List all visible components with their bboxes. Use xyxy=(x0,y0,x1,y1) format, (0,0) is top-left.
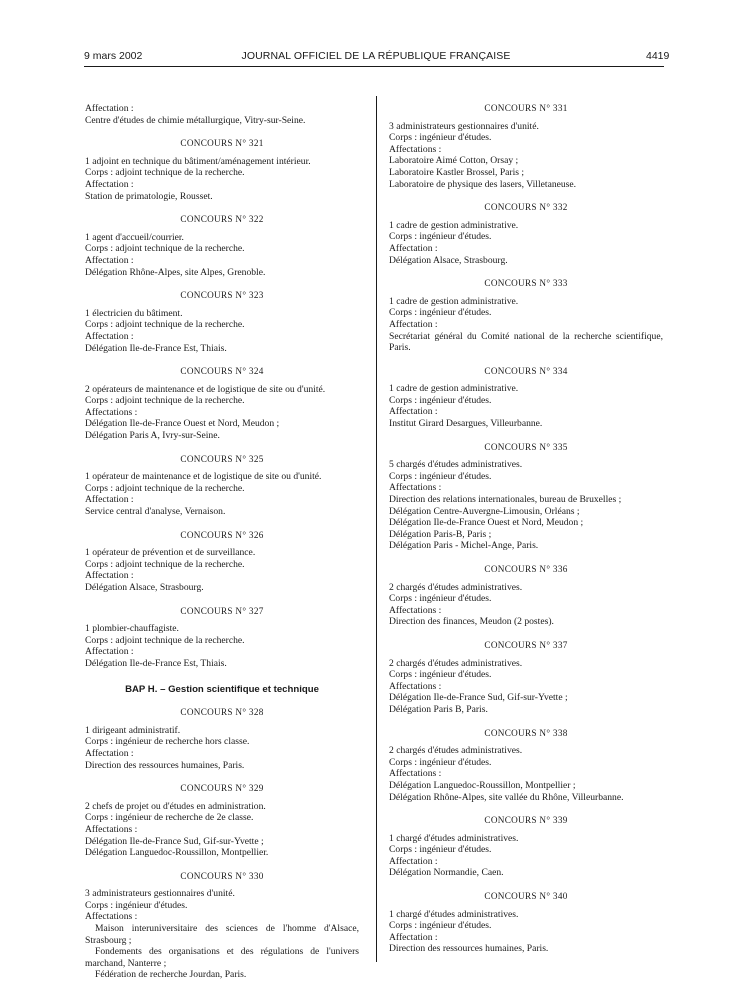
right-concours-group-a xyxy=(389,103,663,266)
text-paragraph: Fondements des organisations et des régulations de l'univers marchand, Nanterre ; xyxy=(85,946,359,969)
text-line: Délégation Paris B, Paris. xyxy=(389,703,488,715)
text-line: Direction des finances, Meudon (2 postes). xyxy=(389,616,554,628)
text-line: Affectation : xyxy=(85,330,134,342)
text-line: Corps : ingénieur d'études. xyxy=(389,920,492,932)
concours-title: CONCOURS N° 327 xyxy=(180,605,264,616)
concours-block xyxy=(389,366,663,430)
concours-block xyxy=(85,138,359,202)
header-rule xyxy=(84,66,664,67)
concours-block xyxy=(85,707,359,771)
text-line: 1 opérateur de maintenance et de logistique de site ou d'unité. xyxy=(85,471,322,483)
left-concours-group-b xyxy=(85,707,359,859)
text-line: Corps : ingénieur d'études. xyxy=(389,307,492,319)
text-line: 1 agent d'accueil/courrier. xyxy=(85,231,184,243)
section-heading: BAP H. – Gestion scientifique et technique xyxy=(125,683,319,695)
text-line: Délégation Paris-B, Paris ; xyxy=(389,528,492,540)
text-line: Fédération de recherche Jourdan, Paris. xyxy=(95,969,247,981)
text-line: 2 chargés d'études administratives. xyxy=(389,581,523,593)
concours-title: CONCOURS N° 326 xyxy=(180,529,264,540)
text-line: Corps : ingénieur d'études. xyxy=(85,899,188,911)
text-line: 3 administrateurs gestionnaires d'unité. xyxy=(389,120,539,132)
text-line: Délégation Rhône-Alpes, site vallée du Rhône, Villeurbanne. xyxy=(389,791,624,803)
text-line: Affectation : xyxy=(85,494,134,506)
page-number: 4419 xyxy=(646,50,670,62)
concours-title: CONCOURS N° 332 xyxy=(484,202,568,213)
text-line: Délégation Centre-Auvergne-Limousin, Orléans ; xyxy=(389,505,580,517)
text-line: Délégation Rhône-Alpes, site Alpes, Grenoble. xyxy=(85,266,266,278)
concours-title: CONCOURS N° 322 xyxy=(180,214,264,225)
text-line: Délégation Languedoc-Roussillon, Montpellier. xyxy=(85,847,269,859)
text-line: 1 opérateur de prévention et de surveillance. xyxy=(85,547,256,559)
concours-block xyxy=(389,442,663,552)
text-line: 2 chargés d'études administratives. xyxy=(389,657,523,669)
concours-block xyxy=(85,783,359,859)
concours-block xyxy=(85,454,359,518)
text-line: Affectation : xyxy=(389,931,438,943)
text-line: Affectation : xyxy=(85,254,134,266)
text-line: Direction des ressources humaines, Paris. xyxy=(85,759,245,771)
text-line: 1 chargé d'études administratives. xyxy=(389,908,519,920)
concours-block xyxy=(389,640,663,716)
concours-title: CONCOURS N° 330 xyxy=(180,870,264,881)
text-line: Délégation Ile-de-France Ouest et Nord, Meudon ; xyxy=(85,418,280,430)
concours-block xyxy=(389,728,663,804)
intro-block xyxy=(85,103,359,126)
right-column xyxy=(389,103,663,955)
text-line: Affectation : xyxy=(389,855,438,867)
text-line: Affectations : xyxy=(389,604,442,616)
text-line: Affectations : xyxy=(85,823,138,835)
text-line: Station de primatologie, Rousset. xyxy=(85,190,213,202)
text-line: Délégation Normandie, Caen. xyxy=(389,867,504,879)
concours-block xyxy=(389,815,663,879)
text-line: Corps : adjoint technique de la recherche. xyxy=(85,243,245,255)
text-line: Corps : ingénieur d'études. xyxy=(389,844,492,856)
concours-title: CONCOURS N° 324 xyxy=(180,366,264,377)
text-line: Délégation Ile-de-France Est, Thiais. xyxy=(85,342,227,354)
concours-title: CONCOURS N° 340 xyxy=(484,891,568,902)
text-line: 3 administrateurs gestionnaires d'unité. xyxy=(85,888,235,900)
concours-block xyxy=(85,871,359,981)
concours-block xyxy=(389,103,663,190)
text-line: Affectation : xyxy=(85,747,134,759)
concours-title: CONCOURS N° 321 xyxy=(180,138,264,149)
text-paragraph: Secrétariat général du Comité national de la recherche scientifique, Paris. xyxy=(389,330,663,354)
right-concours-group-b xyxy=(389,366,663,955)
text-line: Institut Girard Desargues, Villeurbanne. xyxy=(389,418,543,430)
text-line: Affectation : xyxy=(389,318,438,330)
concours-title: CONCOURS N° 339 xyxy=(484,815,568,826)
concours-block xyxy=(389,278,663,354)
text-line: Délégation Ile-de-France Est, Thiais. xyxy=(85,657,227,669)
concours-title: CONCOURS N° 334 xyxy=(484,365,568,376)
concours-title: CONCOURS N° 338 xyxy=(484,727,568,738)
text-line: 1 cadre de gestion administrative. xyxy=(389,295,519,307)
text-line: Délégation Alsace, Strasbourg. xyxy=(389,254,508,266)
text-line: Corps : ingénieur d'études. xyxy=(389,593,492,605)
text-line: Laboratoire Aimé Cotton, Orsay ; xyxy=(389,155,519,167)
text-line: 1 cadre de gestion administrative. xyxy=(389,219,519,231)
concours-block xyxy=(85,530,359,594)
concours-title: CONCOURS N° 335 xyxy=(484,441,568,452)
text-line: Affectation : xyxy=(389,406,438,418)
text-line: Corps : ingénieur d'études. xyxy=(389,132,492,144)
text-line: Centre d'études de chimie métallurgique, Vitry-sur-Seine. xyxy=(85,114,306,126)
text-line: 1 dirigeant administratif. xyxy=(85,724,181,736)
text-line: Corps : ingénieur d'études. xyxy=(389,231,492,243)
text-line: 1 plombier-chauffagiste. xyxy=(85,623,179,635)
text-line: 2 chargés d'études administratives. xyxy=(389,745,523,757)
text-line: Affectations : xyxy=(85,911,138,923)
text-line: Corps : ingénieur d'études. xyxy=(389,470,492,482)
concours-title: CONCOURS N° 328 xyxy=(180,707,264,718)
text-line: Affectations : xyxy=(389,143,442,155)
page-header xyxy=(0,50,752,66)
concours-block xyxy=(389,202,663,266)
text-line: Corps : adjoint technique de la recherche. xyxy=(85,634,245,646)
text-line: Corps : adjoint technique de la recherche. xyxy=(85,558,245,570)
concours-block xyxy=(85,366,359,442)
text-line: Affectations : xyxy=(389,768,442,780)
text-line: Direction des relations internationales, bureau de Bruxelles ; xyxy=(389,494,622,506)
text-line: Affectations : xyxy=(389,680,442,692)
journal-title: JOURNAL OFFICIEL DE LA RÉPUBLIQUE FRANÇAISE xyxy=(241,50,511,62)
text-line: Délégation Paris A, Ivry-sur-Seine. xyxy=(85,430,220,442)
column-divider xyxy=(376,96,377,962)
text-line: 2 opérateurs de maintenance et de logistique de site ou d'unité. xyxy=(85,383,326,395)
concours-block xyxy=(85,290,359,354)
text-line: 1 adjoint en technique du bâtiment/aménagement intérieur. xyxy=(85,155,311,167)
text-line: Affectation : xyxy=(85,178,134,190)
text-line: Laboratoire de physique des lasers, Villetaneuse. xyxy=(389,178,577,190)
left-concours-group-a xyxy=(85,138,359,669)
concours-title: CONCOURS N° 331 xyxy=(484,103,568,113)
left-column xyxy=(85,103,359,981)
text-line: Affectations : xyxy=(389,482,442,494)
text-line: Service central d'analyse, Vernaison. xyxy=(85,506,226,518)
text-line: Corps : adjoint technique de la recherche. xyxy=(85,395,245,407)
text-line: Corps : adjoint technique de la recherche. xyxy=(85,319,245,331)
concours-block xyxy=(85,606,359,670)
text-line: Corps : ingénieur d'études. xyxy=(389,669,492,681)
concours-title: CONCOURS N° 329 xyxy=(180,783,264,794)
issue-date: 9 mars 2002 xyxy=(84,50,143,62)
text-line: 1 cadre de gestion administrative. xyxy=(389,383,519,395)
text-line: Délégation Ile-de-France Ouest et Nord, Meudon ; xyxy=(389,517,584,529)
concours-block xyxy=(85,214,359,278)
concours-title: CONCOURS N° 333 xyxy=(484,278,568,289)
text-line: Délégation Paris - Michel-Ange, Paris. xyxy=(389,540,539,552)
text-line: 2 chefs de projet ou d'études en administration. xyxy=(85,800,266,812)
text-line: Affectation : xyxy=(85,103,134,114)
concours-block xyxy=(389,891,663,955)
concours-title: CONCOURS N° 337 xyxy=(484,639,568,650)
text-line: Corps : adjoint technique de la recherche. xyxy=(85,482,245,494)
concours-title: CONCOURS N° 323 xyxy=(180,290,264,301)
text-line: Délégation Ile-de-France Sud, Gif-sur-Yvette ; xyxy=(389,692,568,704)
text-line: Corps : ingénieur de recherche hors classe. xyxy=(85,736,250,748)
text-line: Corps : ingénieur de recherche de 2e classe. xyxy=(85,812,254,824)
text-line: 1 électricien du bâtiment. xyxy=(85,307,183,319)
text-line: Corps : adjoint technique de la recherche. xyxy=(85,167,245,179)
text-line: Affectation : xyxy=(389,242,438,254)
text-line: Corps : ingénieur d'études. xyxy=(389,756,492,768)
text-line: Délégation Languedoc-Roussillon, Montpellier ; xyxy=(389,779,576,791)
text-line: Délégation Ile-de-France Sud, Gif-sur-Yvette ; xyxy=(85,835,264,847)
concours-block xyxy=(389,564,663,628)
text-line: Affectations : xyxy=(85,406,138,418)
text-line: Affectation : xyxy=(85,570,134,582)
text-line: Affectation : xyxy=(85,646,134,658)
text-line: 1 chargé d'études administratives. xyxy=(389,832,519,844)
text-paragraph: Maison interuniversitaire des sciences de l'homme d'Alsace, Strasbourg ; xyxy=(85,923,359,946)
concours-title: CONCOURS N° 336 xyxy=(484,564,568,574)
text-line: Direction des ressources humaines, Paris. xyxy=(389,943,549,955)
text-line: Délégation Alsace, Strasbourg. xyxy=(85,582,204,593)
concours-title: CONCOURS N° 325 xyxy=(180,453,264,464)
text-line: Corps : ingénieur d'études. xyxy=(389,394,492,406)
text-line: Laboratoire Kastler Brossel, Paris ; xyxy=(389,166,525,178)
text-line: 5 chargés d'études administratives. xyxy=(389,459,523,471)
